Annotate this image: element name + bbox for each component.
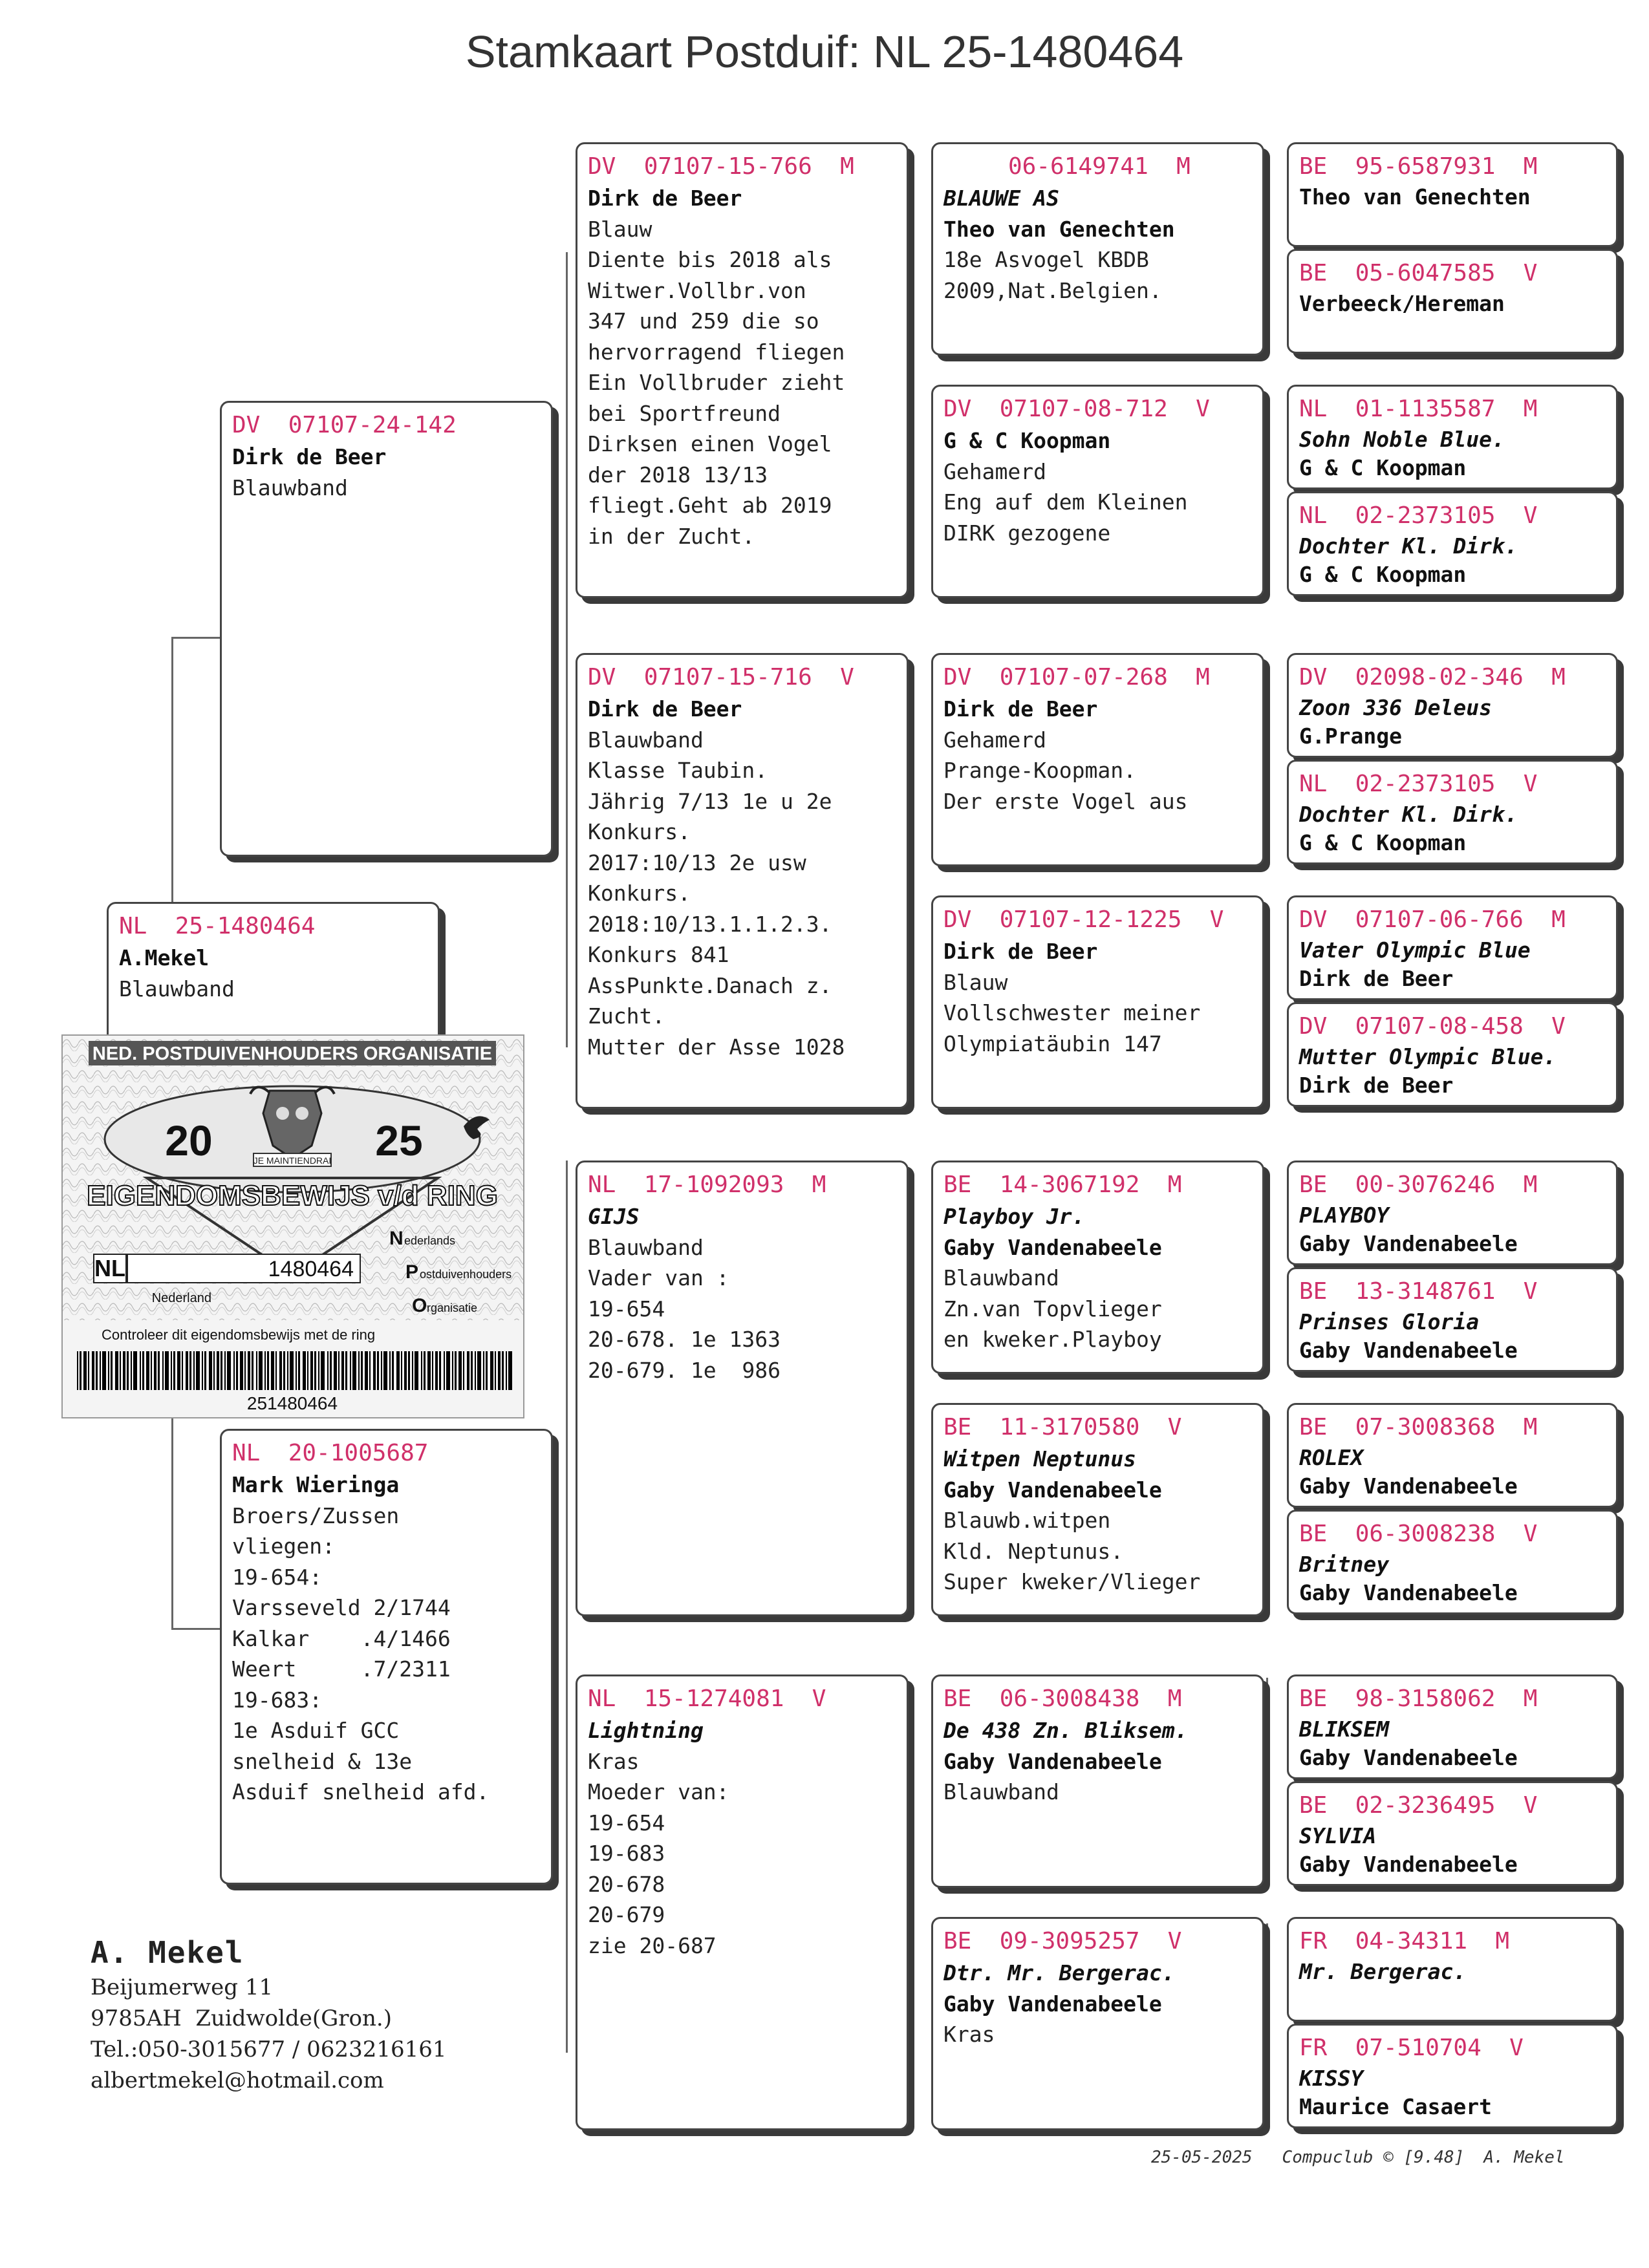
- certificate-ribbon: JE MAINTIENDRAI: [253, 1155, 332, 1166]
- card-line: Dochter Kl. Dirk.: [1299, 533, 1518, 559]
- card-line: Ein Vollbruder zieht: [588, 370, 845, 395]
- certificate-country-code: NL: [94, 1255, 125, 1281]
- certificate-year-right: 25: [375, 1117, 423, 1164]
- footer: [1151, 2148, 1565, 2167]
- card-line: fliegt.Geht ab 2019: [588, 493, 832, 518]
- ring-number: BE 07-3008368 M: [1299, 1414, 1538, 1440]
- pedigree-card-ancestor: [1287, 249, 1618, 354]
- certificate-barcode-number: 251480464: [246, 1393, 338, 1413]
- card-line: Gehamerd: [943, 727, 1046, 753]
- certificate-ring-number: 1480464: [268, 1257, 354, 1281]
- card-line: PLAYBOY: [1299, 1203, 1390, 1228]
- pedigree-card-ancestor: [1287, 1267, 1618, 1372]
- pedigree-card-grandparent: [576, 1161, 909, 1616]
- svg-text:P: P: [405, 1261, 419, 1283]
- pedigree-card-ancestor: [1287, 1002, 1618, 1107]
- card-line: Dirk de Beer: [588, 186, 742, 211]
- pedigree-card-grandparent: [576, 1674, 909, 2130]
- card-line: Konkurs.: [588, 819, 691, 844]
- pedigree-card-great-grandparent: [931, 385, 1264, 598]
- card-line: Blauwband: [943, 1779, 1059, 1804]
- ring-number: BE 14-3067192 M: [943, 1171, 1182, 1198]
- card-line: G & C Koopman: [1299, 830, 1467, 855]
- card-line: Blauw: [943, 969, 1008, 995]
- ring-number: BE 11-3170580 V: [943, 1414, 1182, 1440]
- card-line: 1e Asduif GCC: [232, 1718, 400, 1743]
- card-line: Dtr. Mr. Bergerac.: [943, 1960, 1175, 1985]
- svg-text:O: O: [412, 1295, 427, 1316]
- ring-number: NL 20-1005687: [232, 1440, 429, 1466]
- certificate-npo-3: rganisatie: [427, 1301, 478, 1314]
- ring-number: NL 02-2373105 V: [1299, 502, 1538, 529]
- card-line: Verbeeck/Hereman: [1299, 291, 1505, 316]
- certificate-country: Nederland: [151, 1291, 211, 1305]
- ring-number: FR 04-34311 M: [1299, 1928, 1510, 1954]
- pedigree-card-ancestor: [1287, 1917, 1618, 2022]
- card-line: Vader van :: [588, 1265, 729, 1290]
- pedigree-card-ancestor: [1287, 142, 1618, 247]
- card-line: Diente bis 2018 als: [588, 247, 832, 272]
- pedigree-card-ancestor: [1287, 1403, 1618, 1508]
- card-line: De 438 Zn. Bliksem.: [943, 1718, 1188, 1743]
- pedigree-card-ancestor: [1287, 760, 1618, 864]
- card-line: GIJS: [588, 1204, 640, 1229]
- card-line: Dirk de Beer: [232, 444, 387, 469]
- card-line: Moeder van:: [588, 1779, 729, 1804]
- card-line: Gaby Vandenabeele: [1299, 1580, 1518, 1605]
- ring-number: DV 07107-08-712 V: [943, 396, 1210, 422]
- card-line: hervorragend fliegen: [588, 339, 845, 365]
- owner-block: [91, 1933, 447, 2096]
- card-line: Kalkar .4/1466: [232, 1625, 451, 1651]
- card-line: en kweker.Playboy: [943, 1327, 1162, 1352]
- card-line: G & C Koopman: [1299, 562, 1467, 587]
- ring-number: BE 09-3095257 V: [943, 1928, 1182, 1954]
- ring-number: FR 07-510704 V: [1299, 2035, 1524, 2061]
- card-line: BLAUWE AS: [943, 186, 1059, 211]
- card-line: 347 und 259 die so: [588, 308, 819, 334]
- ring-number: DV 07107-15-766 M: [588, 153, 854, 180]
- card-line: zie 20-687: [588, 1932, 717, 1958]
- card-line: Maurice Casaert: [1299, 2094, 1493, 2119]
- card-line: Theo van Genechten: [1299, 184, 1531, 209]
- pedigree-card-great-grandparent: [931, 1674, 1264, 1888]
- card-line: Lightning: [588, 1718, 704, 1743]
- card-line: in der Zucht.: [588, 523, 755, 549]
- ring-number: DV 07107-08-458 V: [1299, 1013, 1566, 1040]
- card-line: Blauwband: [588, 1234, 704, 1260]
- card-line: Gaby Vandenabeele: [1299, 1473, 1518, 1499]
- card-line: 19-683: [588, 1841, 665, 1866]
- card-line: Gaby Vandenabeele: [943, 1477, 1162, 1503]
- card-line: G & C Koopman: [1299, 455, 1467, 480]
- card-line: 20-678: [588, 1871, 665, 1897]
- pedigree-card-great-grandparent: [931, 1161, 1264, 1374]
- card-line: DIRK gezogene: [943, 520, 1111, 546]
- card-line: 20-678. 1e 1363: [588, 1327, 781, 1352]
- footer-author: A. Mekel: [1483, 2148, 1565, 2167]
- card-line: Jährig 7/13 1e u 2e: [588, 788, 832, 814]
- card-line: AssPunkte.Danach z.: [588, 972, 832, 998]
- card-line: Vollschwester meiner: [943, 1000, 1201, 1025]
- certificate-npo-1: ederlands: [404, 1234, 456, 1247]
- certificate-org: NED. POSTDUIVENHOUDERS ORGANISATIE: [92, 1043, 493, 1064]
- card-line: Blauwband: [943, 1265, 1059, 1290]
- pedigree-card-ancestor: [1287, 491, 1618, 596]
- ring-number: DV 07107-12-1225 V: [943, 906, 1224, 933]
- card-line: Gaby Vandenabeele: [1299, 1338, 1518, 1363]
- card-line: Blauwb.witpen: [943, 1508, 1111, 1533]
- card-line: Kld. Neptunus.: [943, 1538, 1124, 1564]
- card-line: SYLVIA: [1299, 1823, 1377, 1848]
- card-line: snelheid & 13e: [232, 1748, 413, 1774]
- ring-number: NL 01-1135587 M: [1299, 396, 1538, 422]
- pedigree-card-great-grandparent: [931, 142, 1264, 356]
- card-line: BLIKSEM: [1299, 1717, 1390, 1742]
- card-line: Dirk de Beer: [1299, 1073, 1454, 1098]
- card-line: Gaby Vandenabeele: [943, 1748, 1162, 1774]
- ring-number: BE 02-3236495 V: [1299, 1792, 1538, 1819]
- page-title: Stamkaart Postduif: NL 25-1480464: [465, 27, 1184, 77]
- ring-number: BE 13-3148761 V: [1299, 1278, 1538, 1305]
- pedigree-card-ancestor: [1287, 1510, 1618, 1614]
- card-line: 19-654:: [232, 1564, 323, 1590]
- ring-number: NL 17-1092093 M: [588, 1171, 826, 1198]
- card-line: Eng auf dem Kleinen: [943, 489, 1188, 515]
- ring-number: 06-6149741 M: [1008, 153, 1191, 180]
- card-line: Blauwband: [588, 727, 704, 753]
- card-line: Dochter Kl. Dirk.: [1299, 802, 1518, 827]
- owner-street: Beijumerweg 11: [91, 1974, 274, 2000]
- pedigree-card-grandparent: [576, 142, 909, 598]
- card-line: Dirksen einen Vogel: [588, 431, 832, 456]
- card-line: Asduif snelheid afd.: [232, 1779, 490, 1804]
- card-line: Konkurs.: [588, 881, 691, 906]
- card-line: Dirk de Beer: [943, 939, 1098, 964]
- card-line: Gaby Vandenabeele: [943, 1991, 1162, 2017]
- certificate-year-left: 20: [165, 1117, 213, 1164]
- card-line: Gaby Vandenabeele: [1299, 1231, 1518, 1256]
- card-line: 2018:10/13.1.1.2.3.: [588, 911, 832, 937]
- ring-number: NL 15-1274081 V: [588, 1685, 826, 1712]
- card-line: Mutter der Asse 1028: [588, 1034, 845, 1060]
- card-line: Blauwband: [232, 475, 348, 500]
- card-line: 18e Asvogel KBDB: [943, 247, 1149, 272]
- pedigree-card-ancestor: [1287, 895, 1618, 1000]
- card-line: G.Prange: [1299, 723, 1402, 749]
- card-line: Vater Olympic Blue: [1299, 937, 1531, 963]
- ring-number: BE 95-6587931 M: [1299, 153, 1538, 180]
- ring-number: BE 05-6047585 V: [1299, 260, 1538, 286]
- card-line: Witwer.Vollbr.von: [588, 277, 806, 303]
- svg-text:N: N: [389, 1228, 404, 1249]
- card-line: ROLEX: [1299, 1445, 1364, 1470]
- card-line: bei Sportfreund: [588, 400, 781, 426]
- ring-number: BE 06-3008438 M: [943, 1685, 1182, 1712]
- pedigree-card-subject: [107, 902, 440, 1051]
- ring-number: DV 07107-06-766 M: [1299, 906, 1566, 933]
- pedigree-card-great-grandparent: [931, 895, 1264, 1109]
- ring-number: BE 00-3076246 M: [1299, 1171, 1538, 1198]
- card-line: 19-654: [588, 1810, 665, 1835]
- barcode-icon: [77, 1351, 512, 1390]
- card-line: Blauw: [588, 216, 652, 242]
- card-line: A.Mekel: [119, 945, 210, 970]
- card-line: Playboy Jr.: [943, 1204, 1085, 1229]
- card-line: 2017:10/13 2e usw: [588, 850, 806, 875]
- card-line: Mutter Olympic Blue.: [1299, 1044, 1557, 1069]
- pedigree-card-grandparent: [576, 653, 909, 1109]
- ring-number: DV 07107-24-142: [232, 412, 457, 438]
- card-line: Sohn Noble Blue.: [1299, 427, 1505, 452]
- pedigree-card-great-grandparent: [931, 653, 1264, 866]
- card-line: 20-679. 1e 986: [588, 1357, 781, 1383]
- footer-date: 25-05-2025: [1151, 2148, 1253, 2167]
- card-line: G & C Koopman: [943, 428, 1111, 453]
- ring-number: DV 02098-02-346 M: [1299, 664, 1566, 690]
- owner-city: 9785AH Zuidwolde(Gron.): [91, 2006, 392, 2031]
- certificate-npo-2: ostduivenhouders: [420, 1268, 512, 1281]
- card-line: Olympiatäubin 147: [943, 1031, 1162, 1056]
- card-line: 20-679: [588, 1902, 665, 1927]
- card-line: Mr. Bergerac.: [1299, 1959, 1467, 1984]
- card-line: Zoon 336 Deleus: [1299, 695, 1493, 720]
- card-line: Varsseveld 2/1744: [232, 1595, 451, 1620]
- card-line: 19-654: [588, 1296, 665, 1321]
- owner-email: albertmekel@hotmail.com: [91, 2068, 384, 2093]
- certificate-graphic: [63, 1036, 523, 1417]
- card-line: Zucht.: [588, 1003, 665, 1029]
- card-line: der 2018 13/13: [588, 462, 768, 487]
- card-line: Blauwband: [119, 976, 235, 1001]
- pedigree-card-ancestor: [1287, 2024, 1618, 2128]
- card-line: 2009,Nat.Belgien.: [943, 277, 1162, 303]
- card-line: vliegen:: [232, 1534, 335, 1559]
- card-line: KISSY: [1299, 2066, 1364, 2091]
- card-line: Der erste Vogel aus: [943, 788, 1188, 814]
- card-line: Kras: [588, 1748, 640, 1774]
- card-line: Witpen Neptunus: [943, 1446, 1137, 1471]
- card-line: Theo van Genechten: [943, 216, 1175, 242]
- card-line: Gehamerd: [943, 458, 1046, 484]
- card-line: Kras: [943, 2022, 995, 2047]
- pedigree-card-father: [220, 401, 553, 857]
- card-line: Prange-Koopman.: [943, 758, 1137, 783]
- card-line: Broers/Zussen: [232, 1503, 400, 1528]
- card-line: Dirk de Beer: [943, 696, 1098, 722]
- ring-number: BE 06-3008238 V: [1299, 1521, 1538, 1547]
- pedigree-card-ancestor: [1287, 1674, 1618, 1779]
- pedigree-card-ancestor: [1287, 1781, 1618, 1886]
- card-line: Mark Wieringa: [232, 1472, 400, 1497]
- certificate-footer-text: Controleer dit eigendomsbewijs met de ring: [102, 1327, 376, 1343]
- pedigree-card-great-grandparent: [931, 1403, 1264, 1616]
- footer-software: Compuclub © [9.48]: [1282, 2148, 1465, 2167]
- ring-number: NL 25-1480464: [119, 913, 316, 939]
- card-line: Gaby Vandenabeele: [1299, 1852, 1518, 1877]
- owner-phone: Tel.:050-3015677 / 0623216161: [91, 2037, 447, 2062]
- card-line: 19-683:: [232, 1687, 323, 1713]
- card-line: Dirk de Beer: [588, 696, 742, 722]
- card-line: Klasse Taubin.: [588, 758, 768, 783]
- owner-name: A. Mekel: [91, 1935, 244, 1970]
- card-line: Super kweker/Vlieger: [943, 1569, 1201, 1594]
- pedigree-card-great-grandparent: [931, 1917, 1264, 2130]
- card-line: Prinses Gloria: [1299, 1309, 1480, 1334]
- card-line: Konkurs 841: [588, 942, 729, 967]
- ring-number: DV 07107-07-268 M: [943, 664, 1210, 690]
- card-line: Gaby Vandenabeele: [943, 1234, 1162, 1260]
- ring-number: DV 07107-15-716 V: [588, 664, 854, 690]
- pedigree-card-ancestor: [1287, 653, 1618, 758]
- ring-number: NL 02-2373105 V: [1299, 771, 1538, 797]
- card-line: Weert .7/2311: [232, 1656, 451, 1682]
- certificate-heading: EIGENDOMSBEWIJS v/d RING: [87, 1180, 498, 1212]
- ownership-certificate: [61, 1034, 524, 1418]
- pedigree-card-ancestor: [1287, 1161, 1618, 1265]
- card-line: Gaby Vandenabeele: [1299, 1745, 1518, 1770]
- card-line: Britney: [1299, 1552, 1390, 1577]
- pedigree-card-mother: [220, 1429, 553, 1885]
- card-line: Zn.van Topvlieger: [943, 1296, 1162, 1321]
- ring-number: BE 98-3158062 M: [1299, 1685, 1538, 1712]
- pedigree-card-ancestor: [1287, 385, 1618, 489]
- card-line: Dirk de Beer: [1299, 966, 1454, 991]
